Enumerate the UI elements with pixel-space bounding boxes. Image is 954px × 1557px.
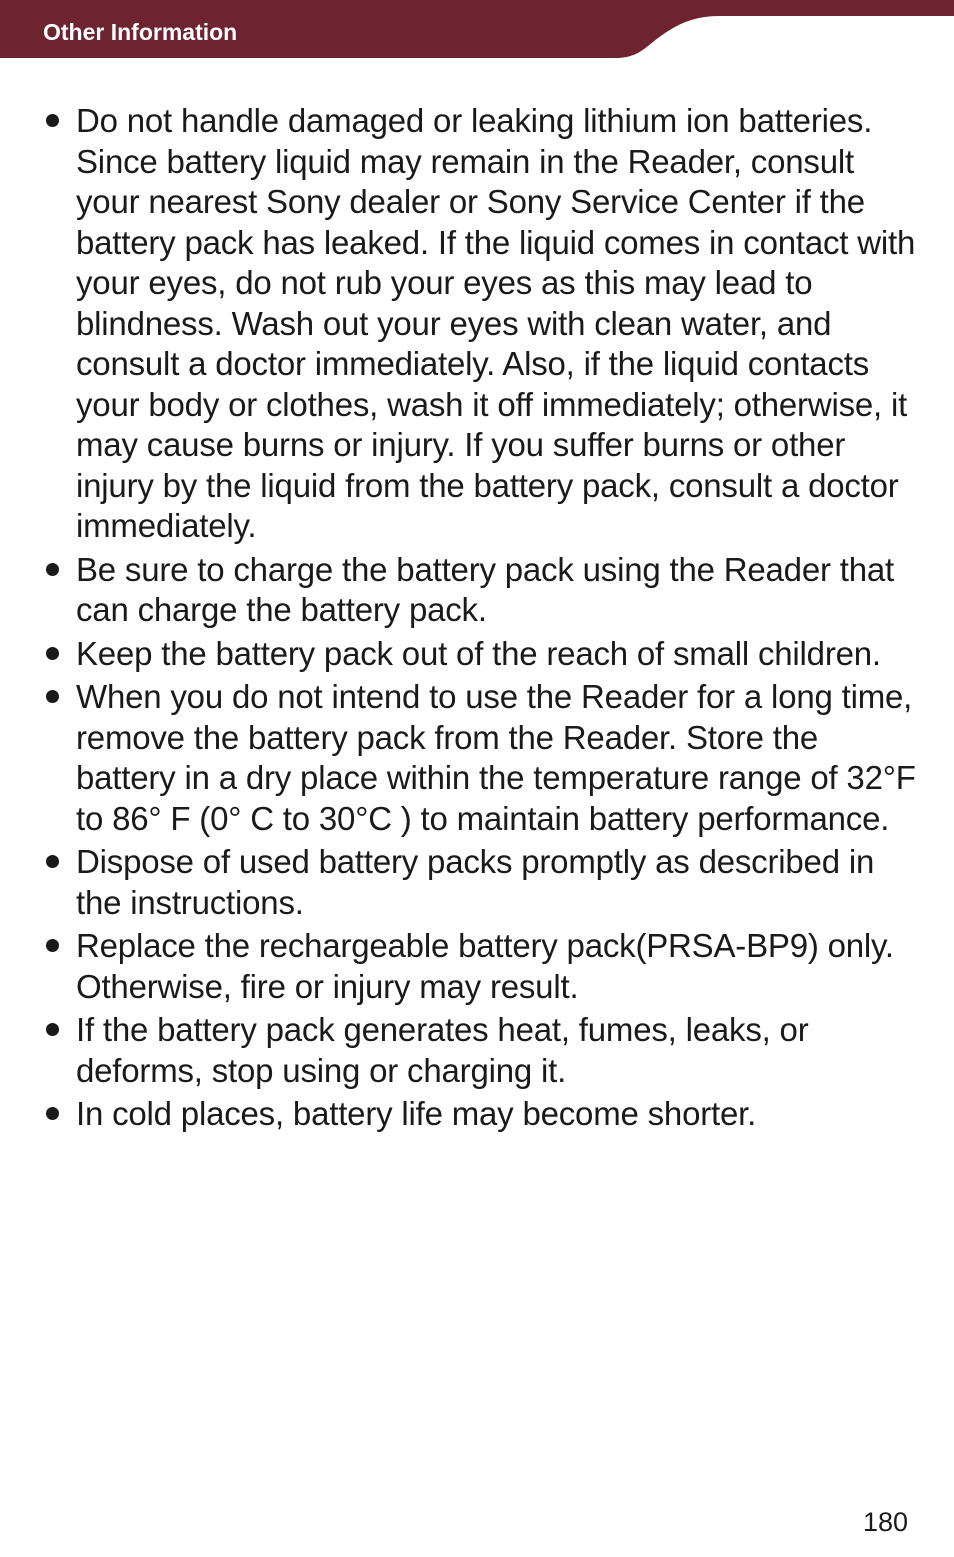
bullet-icon (46, 690, 59, 703)
list-item-text: In cold places, battery life may become shorter. (76, 1095, 757, 1132)
list-item (40, 1094, 920, 1135)
list-item (40, 550, 920, 631)
list-item-text: Keep the battery pack out of the reach of small children. (76, 634, 881, 672)
bullet-icon (46, 855, 59, 868)
list-item (40, 634, 920, 675)
list-item (40, 1010, 920, 1091)
list-item-text: If the battery pack generates heat, fumes, leaks, or deforms, stop using or charging it. (76, 1011, 809, 1089)
list-item-text: Replace the rechargeable battery pack(PRSA-BP9) only. Otherwise, fire or injury may result. (76, 927, 894, 1005)
list-item (40, 926, 920, 1007)
section-title: Other Information (43, 19, 238, 45)
bullet-icon (46, 563, 59, 576)
list-item-text: Be sure to charge the battery pack using the Reader that can charge the battery pack. (76, 550, 894, 628)
list-item (40, 842, 920, 923)
list-item-text: Dispose of used battery packs promptly as described in the instructions. (76, 843, 875, 921)
bullet-icon (46, 1107, 59, 1120)
list-item (40, 101, 920, 547)
bullet-list (40, 101, 920, 1135)
bullet-icon (46, 647, 59, 660)
bullet-icon (46, 939, 59, 952)
bullet-icon (46, 1023, 59, 1036)
section-header-bar (0, 0, 954, 58)
page-content (40, 101, 920, 1138)
list-item-text: Do not handle damaged or leaking lithium ion batteries. Since battery liquid may remain in the Reader, consult your nearest Sony dealer or Sony Service Center if the battery pack has leaked. If the liquid comes in contact with your eyes, do not rub your eyes as this may lead to blindness. Wash out your eyes with clean water, and consult a doctor immediately. Also, if the liquid contacts your body or clothes, wash it off immediately; otherwise, it may cause burns or injury. If you suffer burns or other injury by the liquid from the battery pack, consult a doctor immediately. (76, 102, 916, 544)
bullet-icon (46, 114, 59, 127)
list-item-text: When you do not intend to use the Reader for a long time, remove the battery pack from the Reader. Store the battery in a dry place within the temperature range of 32°F to 86° F (0° C to 30°C ) to maintain battery performance. (76, 678, 916, 837)
page-number: 180 (862, 1507, 908, 1537)
list-item (40, 677, 920, 839)
